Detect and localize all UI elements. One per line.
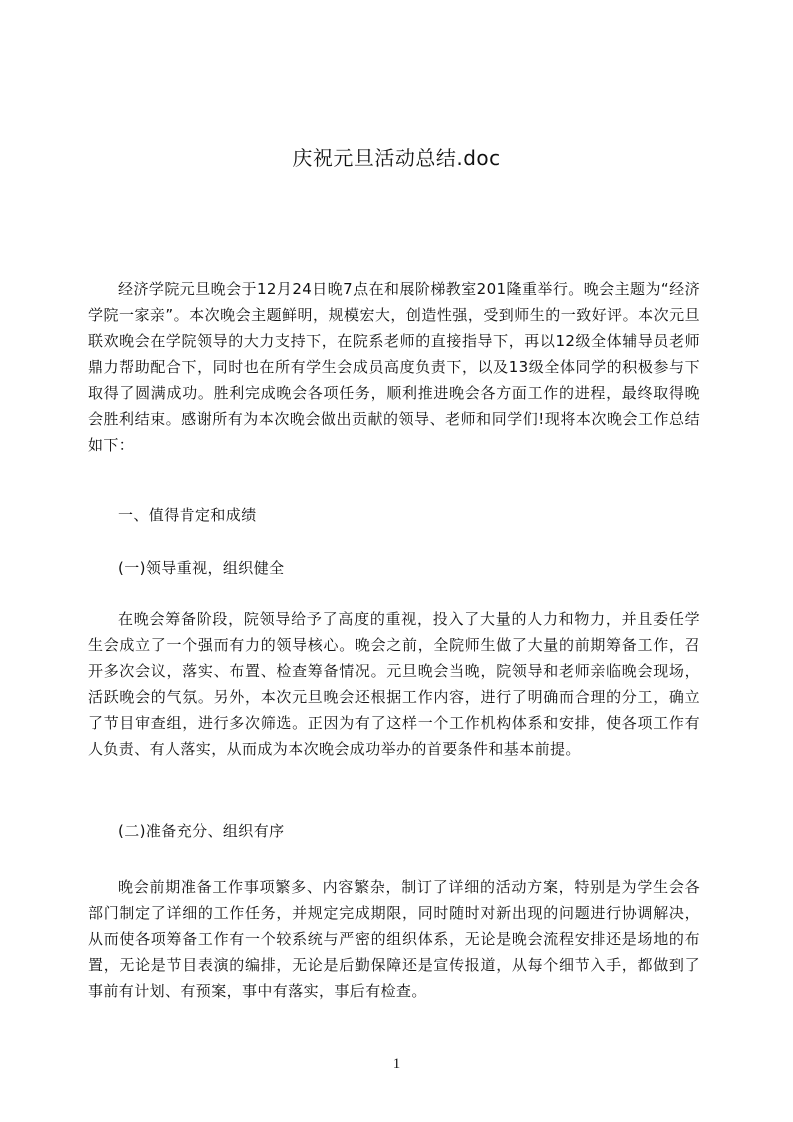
- document-title: 庆祝元旦活动总结.doc: [292, 146, 501, 170]
- page-number: 1: [392, 1056, 401, 1072]
- subsection-heading-preparation: (二)准备充分、组织有序: [118, 822, 285, 840]
- section-heading-achievements: 一、值得肯定和成绩: [118, 506, 257, 524]
- leadership-paragraph: 在晚会筹备阶段，院领导给予了高度的重视，投入了大量的人力和物力，并且委任学生会成立了一个强而有力的领导核心。晚会之前，全院师生做了大量的前期筹备工作，召开多次会议，落实、布置、检查筹备情况。元旦晚会当晚，院领导和老师亲临晚会现场，活跃晚会的气氛。另外，本次元旦晚会还根据工作内容，进行了明确而合理的分工，确立了节目审查组，进行多次筛选。正因为有了这样一个工作机构体系和安排，使各项工作有人负责、有人落实，从而成为本次晚会成功举办的首要条件和基本前提。: [88, 610, 700, 758]
- subsection-heading-leadership: (一)领导重视，组织健全: [118, 559, 285, 577]
- preparation-paragraph: 晚会前期准备工作事项繁多、内容繁杂，制订了详细的活动方案，特别是为学生会各部门制定了详细的工作任务，并规定完成期限，同时随时对新出现的问题进行协调解决，从而使各项筹备工作有一个较系统与严密的组织体系，无论是晚会流程安排还是场地的布置，无论是节目表演的编排，无论是后勤保障还是宣传报道，从每个细节入手，都做到了事前有计划、有预案，事中有落实，事后有检查。: [88, 878, 700, 1000]
- intro-paragraph: 经济学院元旦晚会于12月24日晚7点在和展阶梯教室201隆重举行。晚会主题为“经济学院一家亲”。本次晚会主题鲜明，规模宏大，创造性强，受到师生的一致好评。本次元旦联欢晚会在学院领导的大力支持下，在院系老师的直接指导下，再以12级全体辅导员老师鼎力帮助配合下，同时也在所有学生会成员高度负责下，以及13级全体同学的积极参与下取得了圆满成功。胜利完成晚会各项任务，顺利推进晚会各方面工作的进程，最终取得晚会胜利结束。感谢所有为本次晚会做出贡献的领导、老师和同学们!现将本次晚会工作总结如下：: [88, 280, 700, 454]
